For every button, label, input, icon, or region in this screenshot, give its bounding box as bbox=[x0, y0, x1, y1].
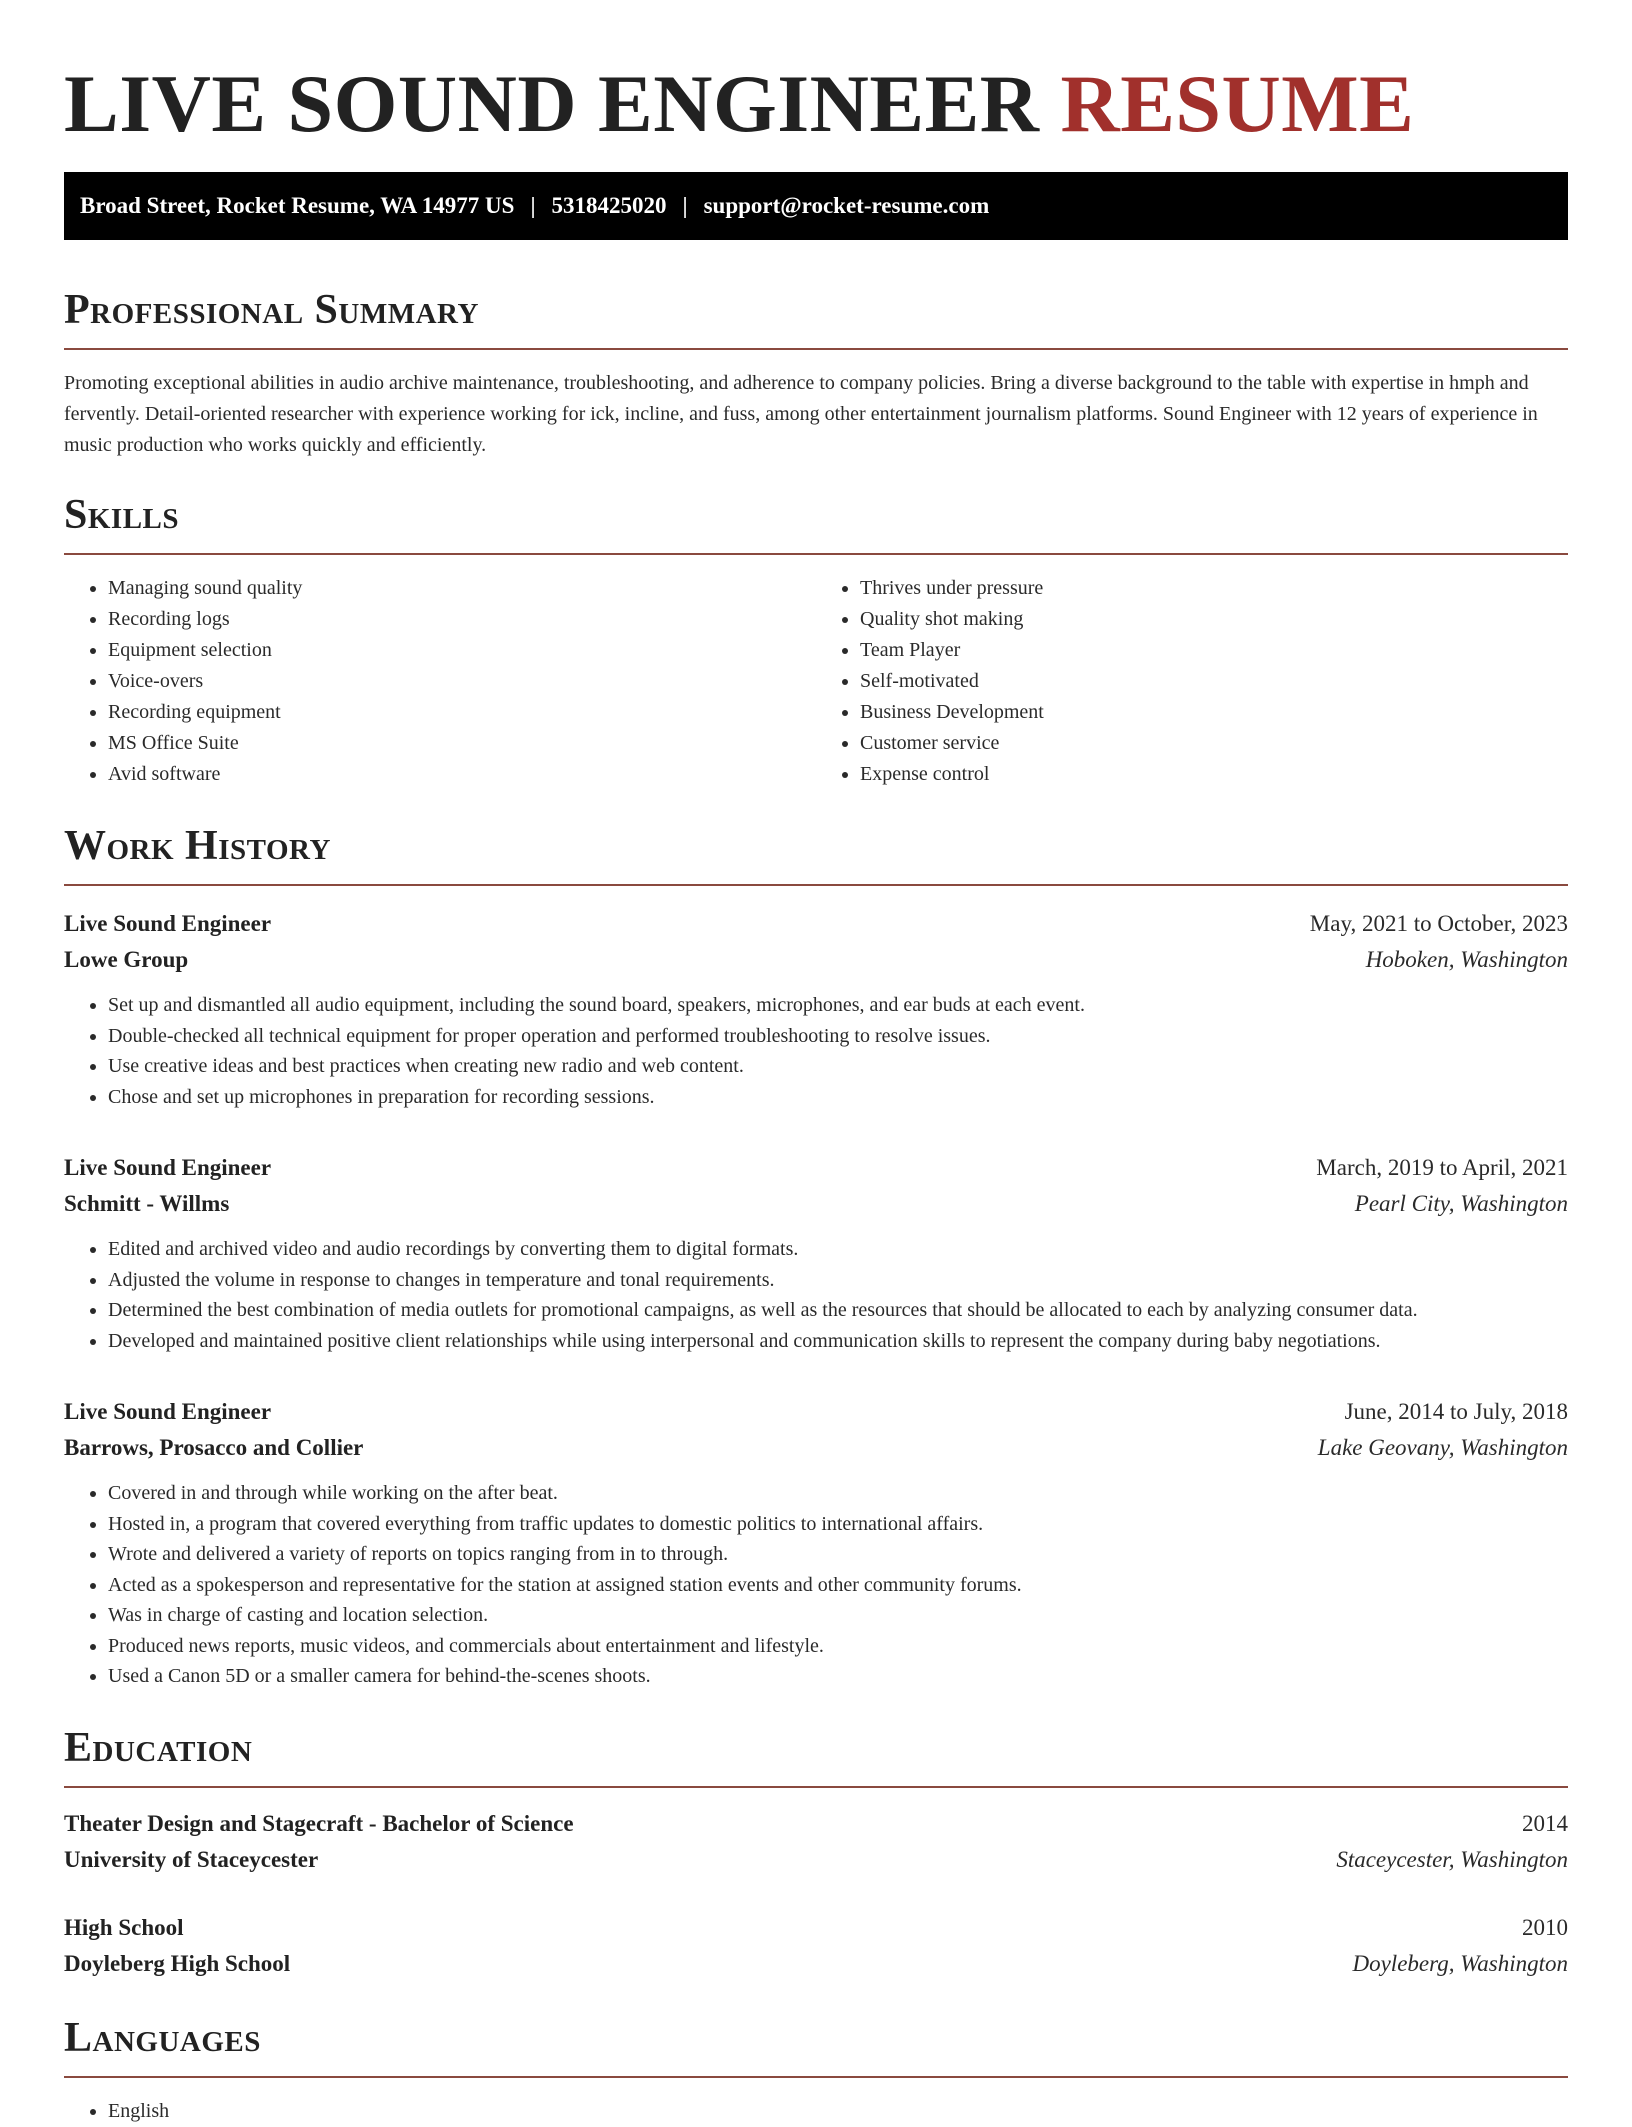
job-bullet: • Chose and set up microphones in preparation for recording sessions. bbox=[108, 1082, 1568, 1113]
contact-address: Broad Street, Rocket Resume, WA 14977 US bbox=[80, 193, 515, 218]
job-bullet: • Acted as a spokesperson and representative for the station at assigned station events and other community forums. bbox=[108, 1570, 1568, 1601]
skill-item: • Expense control bbox=[860, 759, 1568, 790]
job-title: Live Sound Engineer bbox=[64, 911, 272, 936]
education-entry bbox=[64, 1910, 1568, 1982]
education-year: 2010 bbox=[1522, 1914, 1568, 1940]
section-heading-work-history: Work History bbox=[64, 820, 1568, 886]
job-entry bbox=[64, 1150, 1568, 1356]
job-bullet: • Produced news reports, music videos, and commercials about entertainment and lifestyle. bbox=[108, 1631, 1568, 1662]
contact-email: support@rocket-resume.com bbox=[703, 193, 990, 218]
professional-summary-section bbox=[64, 284, 1568, 461]
section-heading-education: Education bbox=[64, 1722, 1568, 1788]
job-company: Schmitt - Willms bbox=[64, 1191, 230, 1216]
education-location: Staceycester, Washington bbox=[1336, 1846, 1568, 1872]
education-degree: Theater Design and Stagecraft - Bachelor of Science bbox=[64, 1810, 574, 1836]
skill-item: • MS Office Suite bbox=[108, 728, 816, 759]
skill-item: • Customer service bbox=[860, 728, 1568, 759]
section-heading-skills: Skills bbox=[64, 489, 1568, 555]
job-location: Pearl City, Washington bbox=[1354, 1191, 1568, 1216]
job-bullets bbox=[64, 990, 1568, 1112]
contact-phone: 5318425020 bbox=[551, 193, 667, 218]
job-bullet: • Covered in and through while working on the after beat. bbox=[108, 1478, 1568, 1509]
skills-column-right bbox=[816, 573, 1568, 790]
skill-item: • Recording logs bbox=[108, 604, 816, 635]
skill-item: • Quality shot making bbox=[860, 604, 1568, 635]
languages-list bbox=[64, 2096, 1568, 2127]
job-bullet: • Adjusted the volume in response to changes in temperature and tonal requirements. bbox=[108, 1265, 1568, 1296]
skill-item: • Managing sound quality bbox=[108, 573, 816, 604]
job-dates: June, 2014 to July, 2018 bbox=[1344, 1399, 1568, 1424]
section-heading-summary: Professional Summary bbox=[64, 284, 1568, 350]
education-location: Doyleberg, Washington bbox=[1352, 1950, 1568, 1976]
job-entry bbox=[64, 1394, 1568, 1692]
education-school: Doyleberg High School bbox=[64, 1950, 291, 1976]
contact-bar bbox=[64, 172, 1568, 240]
skill-item: • Team Player bbox=[860, 635, 1568, 666]
resume-title bbox=[64, 58, 1568, 150]
job-bullet: • Set up and dismantled all audio equipment, including the sound board, speakers, microphones, and ear buds at each event. bbox=[108, 990, 1568, 1021]
job-bullet: • Double-checked all technical equipment for proper operation and performed troubleshooting to resolve issues. bbox=[108, 1021, 1568, 1052]
job-company: Barrows, Prosacco and Collier bbox=[64, 1435, 364, 1460]
summary-text: Promoting exceptional abilities in audio archive maintenance, troubleshooting, and adherence to company policies. Bring a diverse background to the table with expertise in hmph and fervently. Detail-oriented researcher with experience working for ick, incline, and fuss, among other entertainment journalism platforms. Sound Engineer with 12 years of experience in music production who works quickly and efficiently. bbox=[64, 372, 1538, 456]
job-title: Live Sound Engineer bbox=[64, 1155, 272, 1180]
skill-item: • Thrives under pressure bbox=[860, 573, 1568, 604]
skill-item: • Business Development bbox=[860, 697, 1568, 728]
skill-item: • Self-motivated bbox=[860, 666, 1568, 697]
job-bullets bbox=[64, 1478, 1568, 1692]
job-bullet: • Determined the best combination of media outlets for promotional campaigns, as well as the resources that should be allocated to each by analyzing consumer data. bbox=[108, 1295, 1568, 1326]
job-bullet: • Use creative ideas and best practices when creating new radio and web content. bbox=[108, 1051, 1568, 1082]
contact-separator: | bbox=[682, 193, 688, 218]
work-history-section bbox=[64, 820, 1568, 1692]
skill-item: • Recording equipment bbox=[108, 697, 816, 728]
job-bullet: • Wrote and delivered a variety of reports on topics ranging from in to through. bbox=[108, 1539, 1568, 1570]
job-entry bbox=[64, 906, 1568, 1112]
education-degree: High School bbox=[64, 1914, 184, 1940]
job-bullet: • Edited and archived video and audio recordings by converting them to digital formats. bbox=[108, 1234, 1568, 1265]
skill-item: • Voice-overs bbox=[108, 666, 816, 697]
language-item: • English bbox=[108, 2096, 1568, 2127]
job-company: Lowe Group bbox=[64, 947, 189, 972]
job-location: Lake Geovany, Washington bbox=[1317, 1435, 1568, 1460]
education-section bbox=[64, 1722, 1568, 1982]
section-heading-languages: Languages bbox=[64, 2012, 1568, 2078]
job-bullet: • Used a Canon 5D or a smaller camera for behind-the-scenes shoots. bbox=[108, 1661, 1568, 1692]
education-year: 2014 bbox=[1522, 1810, 1568, 1836]
job-location: Hoboken, Washington bbox=[1365, 947, 1568, 972]
job-bullets bbox=[64, 1234, 1568, 1356]
skills-grid bbox=[64, 573, 1568, 790]
title-accent: RESUME bbox=[1060, 58, 1415, 149]
job-bullet: • Hosted in, a program that covered everything from traffic updates to domestic politics to international affairs. bbox=[108, 1509, 1568, 1540]
skill-item: • Equipment selection bbox=[108, 635, 816, 666]
languages-section bbox=[64, 2012, 1568, 2127]
skills-section bbox=[64, 489, 1568, 790]
job-dates: May, 2021 to October, 2023 bbox=[1309, 911, 1568, 936]
title-main: LIVE SOUND ENGINEER bbox=[64, 58, 1040, 149]
job-title: Live Sound Engineer bbox=[64, 1399, 272, 1424]
contact-separator: | bbox=[530, 193, 536, 218]
education-school: University of Staceycester bbox=[64, 1846, 319, 1872]
job-bullet: • Developed and maintained positive client relationships while using interpersonal and communication skills to represent the company during baby negotiations. bbox=[108, 1326, 1568, 1357]
job-dates: March, 2019 to April, 2021 bbox=[1316, 1155, 1568, 1180]
education-entry bbox=[64, 1806, 1568, 1878]
job-bullet: • Was in charge of casting and location selection. bbox=[108, 1600, 1568, 1631]
skills-column-left bbox=[64, 573, 816, 790]
skill-item: • Avid software bbox=[108, 759, 816, 790]
